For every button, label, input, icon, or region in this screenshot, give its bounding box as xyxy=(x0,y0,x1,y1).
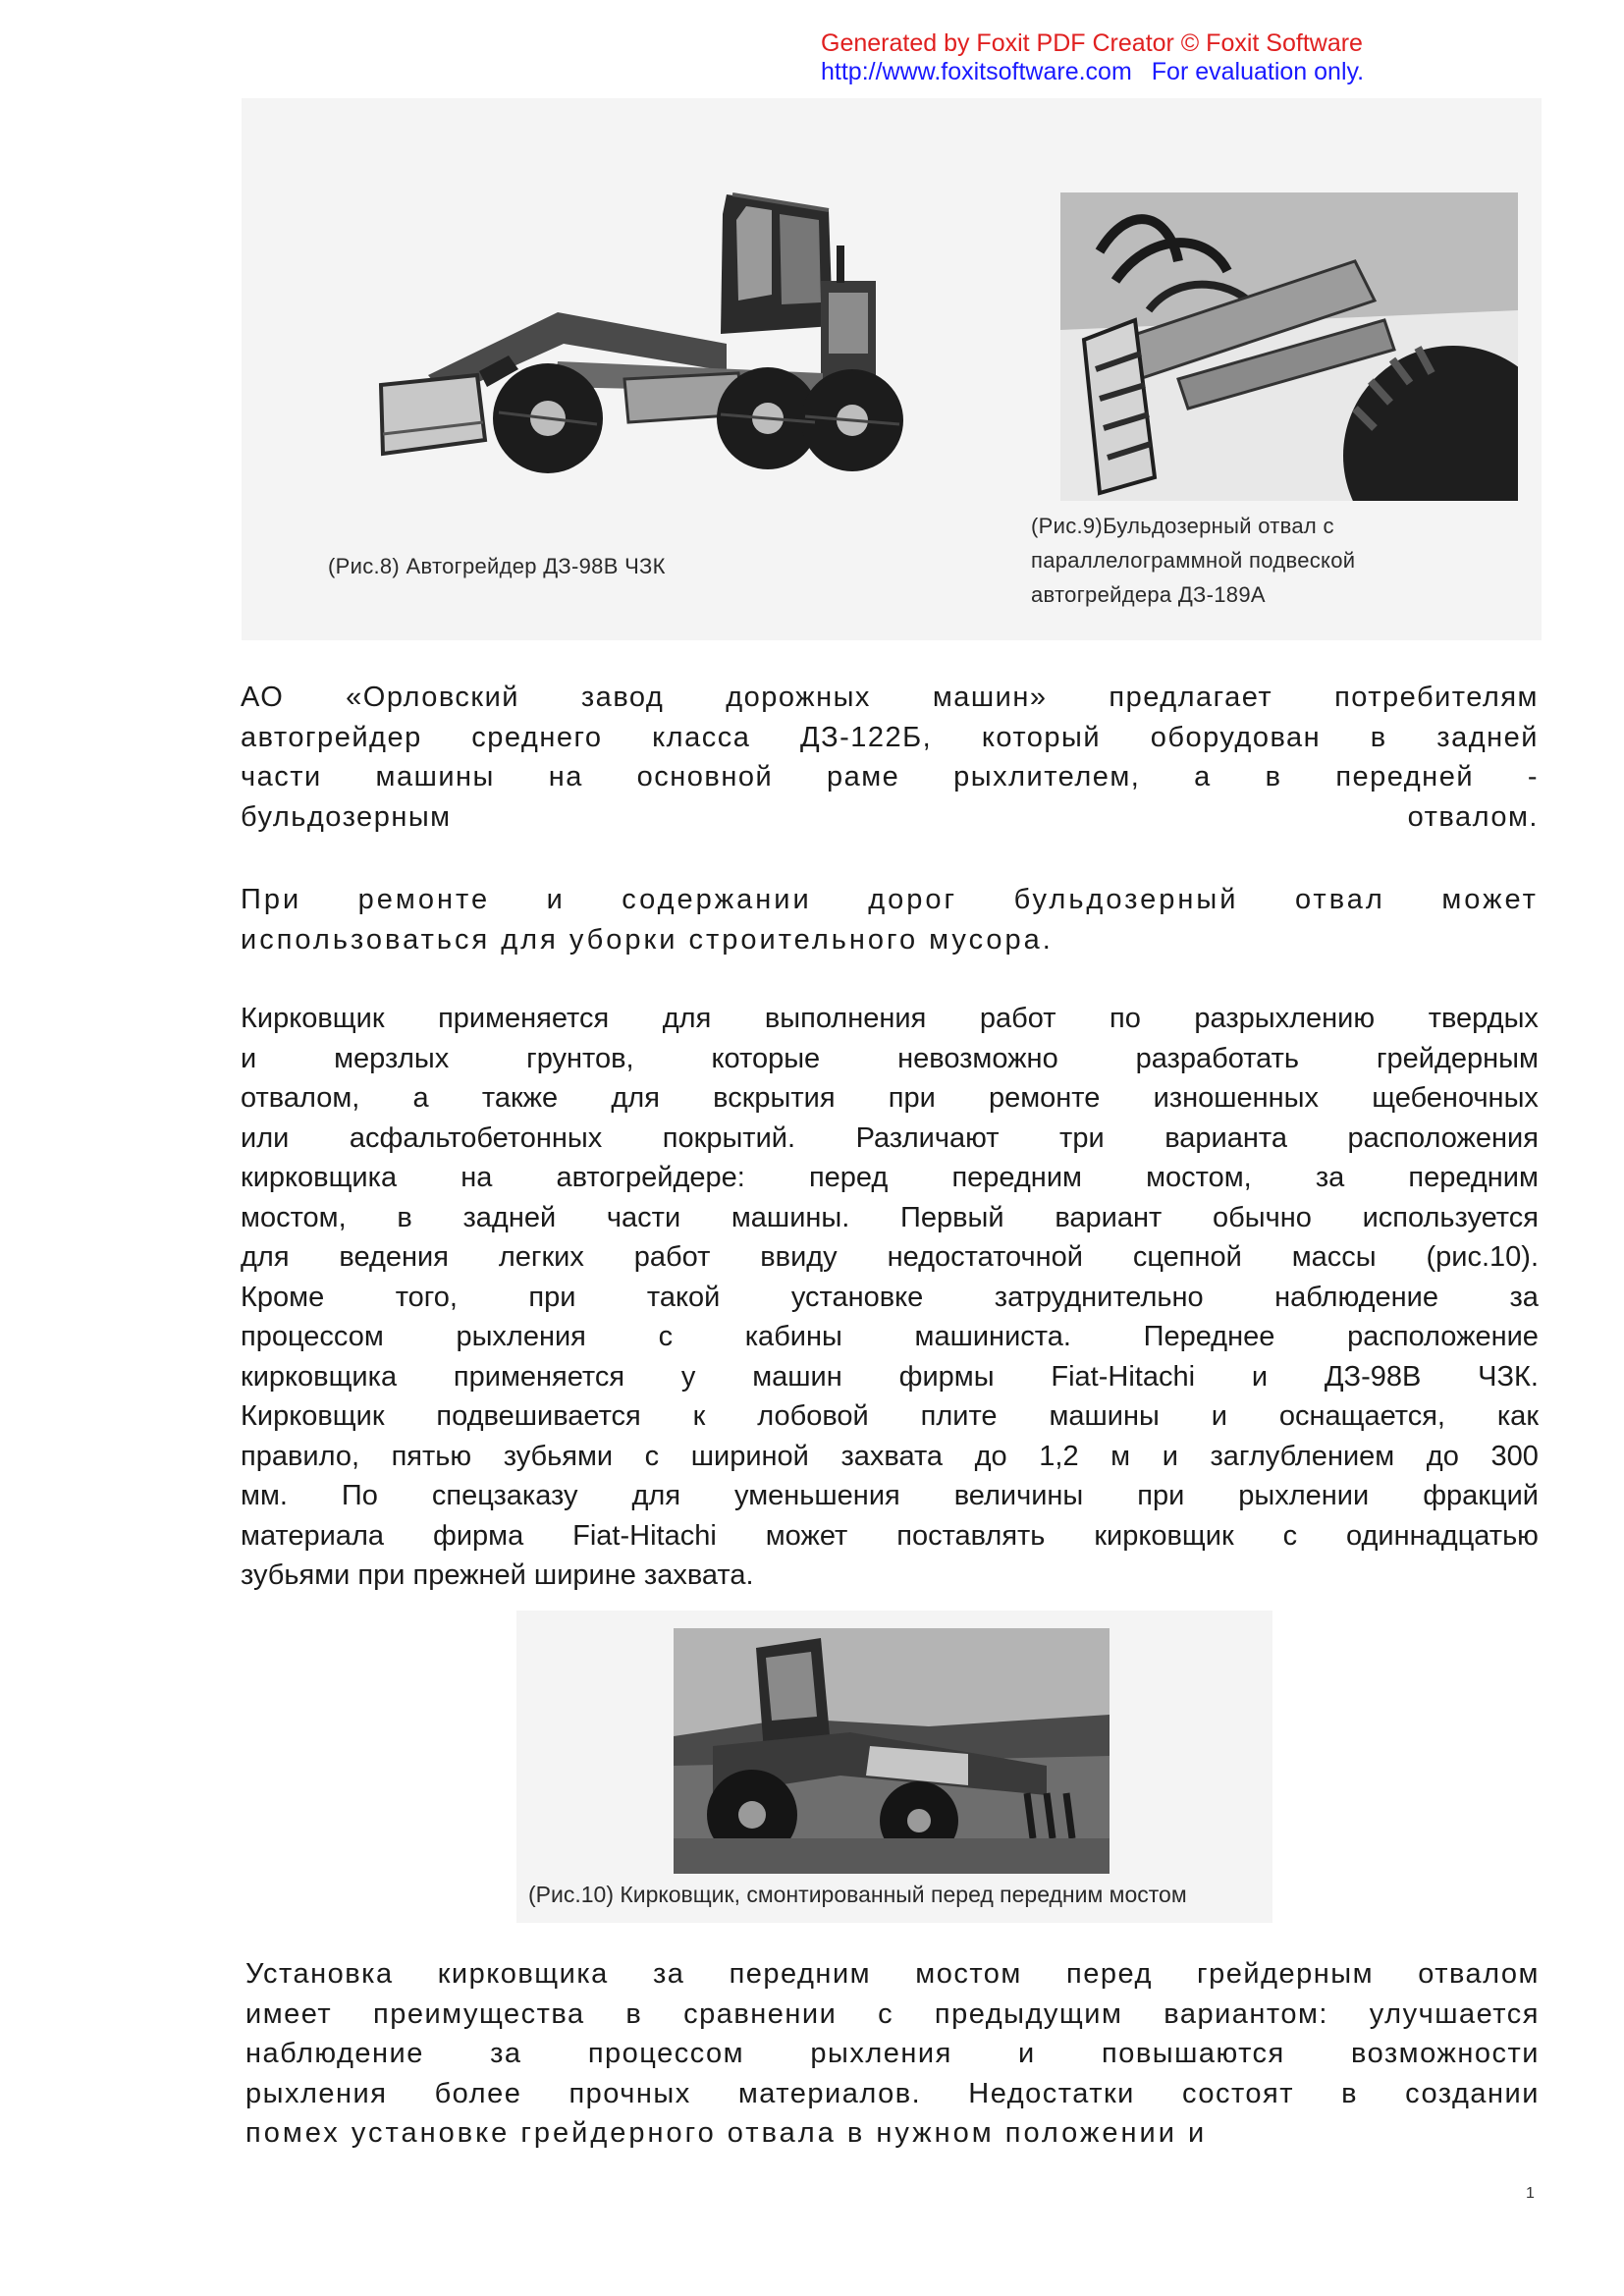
text-line: использоваться для уборки строительного мусора. xyxy=(241,923,1054,956)
word: для xyxy=(611,1082,660,1114)
text-line xyxy=(241,1476,1539,1516)
word: грейдерным xyxy=(1376,1042,1539,1074)
word: на xyxy=(548,761,583,793)
word: «Орловский xyxy=(346,682,520,713)
word: захвата xyxy=(840,1440,944,1472)
word: По xyxy=(341,1480,378,1511)
text-line xyxy=(241,678,1539,718)
word: невозможно xyxy=(897,1042,1058,1074)
word: бульдозерным xyxy=(241,800,452,833)
word: класса xyxy=(652,721,751,753)
word: Кирковщик xyxy=(241,1003,385,1034)
word: обычно xyxy=(1213,1201,1312,1233)
word: вариантом: xyxy=(1164,1997,1328,2030)
word: прочных xyxy=(568,2077,691,2109)
word: и xyxy=(1211,1400,1227,1432)
word: и xyxy=(1162,1440,1178,1472)
word: - xyxy=(1527,761,1539,793)
text-line xyxy=(245,2074,1540,2114)
word: в xyxy=(1341,2077,1359,2109)
word: (рис.10). xyxy=(1426,1241,1539,1273)
word: дорог xyxy=(868,884,958,915)
word: материала xyxy=(241,1519,385,1552)
figure-block-ripper xyxy=(516,1611,1272,1923)
word: массы xyxy=(1291,1241,1377,1273)
figure-9-caption-line: автогрейдера ДЗ-189А xyxy=(1031,582,1266,607)
word: пятью xyxy=(391,1440,472,1472)
word: применяется xyxy=(438,1003,610,1034)
word: может xyxy=(1441,884,1539,915)
word: Недостатки xyxy=(968,2077,1135,2109)
watermark-line2 xyxy=(821,58,1364,86)
word: автогрейдере: xyxy=(556,1162,745,1193)
word: машины. xyxy=(731,1201,850,1233)
text-line xyxy=(241,1396,1539,1437)
word: кабины xyxy=(744,1321,842,1352)
word: также xyxy=(481,1082,559,1114)
word: передней xyxy=(1335,761,1475,793)
word: машин» xyxy=(932,682,1048,713)
text-line xyxy=(241,1039,1539,1079)
word: лобовой xyxy=(757,1400,869,1432)
word: а xyxy=(1194,761,1212,793)
word: Установка xyxy=(245,1958,394,1990)
word: Переднее xyxy=(1143,1321,1275,1352)
figure-8-caption: (Рис.8) Автогрейдер ДЗ-98В ЧЗК xyxy=(328,554,666,578)
word: который xyxy=(981,721,1102,753)
word: среднего xyxy=(471,721,603,753)
text-line xyxy=(241,1158,1539,1198)
word: мерзлых xyxy=(334,1042,450,1074)
text-line: зубьями при прежней ширине захвата. xyxy=(241,1559,754,1591)
word: по xyxy=(1110,1003,1141,1034)
word: используется xyxy=(1362,1201,1539,1233)
word: работ xyxy=(633,1241,711,1273)
word: ремонте xyxy=(357,884,491,915)
word: ЧЗК. xyxy=(1478,1360,1539,1393)
word: до xyxy=(1426,1440,1459,1472)
word: в xyxy=(1265,761,1282,793)
word: за xyxy=(1509,1281,1539,1313)
figure-9-caption-line: параллелограммной подвеской xyxy=(1031,548,1356,573)
word: отвал xyxy=(1294,884,1385,915)
word: рыхлении xyxy=(1238,1480,1370,1511)
word: м xyxy=(1110,1440,1131,1472)
word: состоят xyxy=(1182,2077,1295,2109)
text-line xyxy=(241,1317,1539,1357)
word: варианта xyxy=(1164,1121,1287,1154)
word: поставлять xyxy=(896,1519,1046,1552)
word: Fiat-Hitachi xyxy=(572,1519,717,1552)
ripper-photo xyxy=(674,1628,1110,1874)
text-line xyxy=(245,1954,1540,1995)
word: правило, xyxy=(241,1440,359,1472)
word: установке xyxy=(790,1281,924,1313)
watermark-note: For evaluation only. xyxy=(1151,58,1365,85)
word: рыхления xyxy=(810,2038,952,2069)
word: мм. xyxy=(241,1480,288,1511)
text-line xyxy=(241,1516,1539,1557)
word: фирмы xyxy=(898,1360,995,1393)
word: для xyxy=(241,1241,290,1273)
word: у xyxy=(680,1360,696,1393)
word: одиннадцатью xyxy=(1346,1519,1539,1552)
text-line xyxy=(241,1078,1539,1119)
word: для xyxy=(662,1003,712,1034)
word: отвалом, xyxy=(241,1082,360,1114)
text-line xyxy=(241,1278,1539,1318)
word: при xyxy=(528,1281,576,1313)
word: выполнения xyxy=(764,1003,927,1034)
word: имеет xyxy=(245,1997,333,2030)
word: Первый xyxy=(900,1201,1004,1233)
word: машины xyxy=(375,761,495,793)
word: рыхлителем, xyxy=(953,761,1141,793)
text-line xyxy=(241,1119,1539,1159)
word: изношенных xyxy=(1153,1082,1319,1114)
text-line xyxy=(241,1198,1539,1238)
word: разработать xyxy=(1135,1042,1300,1074)
word: потребителям xyxy=(1334,682,1539,713)
word: как xyxy=(1496,1400,1539,1432)
word: вариант xyxy=(1055,1201,1163,1233)
word: раме xyxy=(826,761,900,793)
word: отвалом. xyxy=(1407,800,1539,833)
word: передним xyxy=(1408,1162,1539,1193)
word: предыдущим xyxy=(934,1997,1123,2030)
word: кирковщика xyxy=(437,1958,609,1990)
word: сравнении xyxy=(683,1997,838,2030)
word: при xyxy=(1137,1480,1185,1511)
word: шириной xyxy=(690,1440,809,1472)
word: повышаются xyxy=(1102,2038,1285,2069)
word: плите xyxy=(920,1400,998,1432)
word: может xyxy=(765,1519,848,1552)
word: такой xyxy=(646,1281,721,1313)
word: и xyxy=(241,1042,257,1074)
word: создании xyxy=(1405,2077,1540,2109)
word: уменьшения xyxy=(734,1480,900,1511)
word: щебеночных xyxy=(1372,1082,1539,1114)
word: материалов. xyxy=(737,2077,922,2109)
word: покрытий. xyxy=(662,1121,796,1154)
word: части xyxy=(241,761,322,793)
figure-block-top xyxy=(242,98,1542,640)
text-line xyxy=(241,718,1539,758)
word: до xyxy=(974,1440,1007,1472)
word: вскрытия xyxy=(713,1082,836,1114)
word: и xyxy=(546,884,566,915)
text-line: помех установке грейдерного отвала в нужном положении и xyxy=(245,2117,1208,2149)
word: Кирковщик xyxy=(241,1400,385,1432)
figure-10-caption: (Рис.10) Кирковщик, смонтированный перед передним мостом xyxy=(528,1882,1187,1907)
word: и xyxy=(1251,1360,1269,1393)
word: кирковщик xyxy=(1094,1519,1234,1552)
word: машин xyxy=(752,1360,842,1393)
word: с xyxy=(658,1321,674,1352)
text-line xyxy=(241,797,1539,838)
word: заглублением xyxy=(1210,1440,1395,1472)
word: с xyxy=(1282,1519,1298,1552)
text-line xyxy=(241,1357,1539,1397)
word: в xyxy=(1370,721,1387,753)
word: автогрейдер xyxy=(241,721,422,753)
word: подвешивается xyxy=(436,1400,641,1432)
text-line xyxy=(245,2034,1540,2074)
word: возможности xyxy=(1351,2038,1540,2069)
text-line xyxy=(241,880,1539,920)
word: наблюдение xyxy=(1274,1281,1438,1313)
word: фракций xyxy=(1423,1480,1539,1511)
text-line xyxy=(241,1237,1539,1278)
word: асфальтобетонных xyxy=(349,1121,603,1154)
word: оборудован xyxy=(1150,721,1322,753)
word: дорожных xyxy=(726,682,871,713)
word: в xyxy=(625,1997,643,2030)
word: к xyxy=(692,1400,706,1432)
word: недостаточной xyxy=(887,1241,1083,1273)
word: того, xyxy=(395,1281,458,1313)
word: на xyxy=(460,1162,493,1193)
figure-9-caption xyxy=(1031,509,1355,612)
page-number: 1 xyxy=(1526,2185,1535,2202)
word: величины xyxy=(953,1480,1084,1511)
word: ДЗ-122Б, xyxy=(799,721,933,753)
word: При xyxy=(241,884,302,915)
word: передним xyxy=(729,1958,872,1990)
text-line xyxy=(241,757,1539,797)
word: перед xyxy=(1066,1958,1153,1990)
word: предлагает xyxy=(1109,682,1273,713)
word: твердых xyxy=(1428,1003,1539,1034)
word: оснащается, xyxy=(1278,1400,1445,1432)
word: процессом xyxy=(587,2038,745,2069)
paragraph-2 xyxy=(241,880,1539,959)
word: более xyxy=(434,2077,522,2109)
word: грейдерным xyxy=(1197,1958,1375,1990)
word: 300 xyxy=(1490,1440,1539,1472)
word: части xyxy=(606,1201,681,1233)
word: ведения xyxy=(339,1241,449,1273)
word: легких xyxy=(498,1241,584,1273)
word: затруднительно xyxy=(994,1281,1204,1313)
word: сцепной xyxy=(1132,1241,1242,1273)
word: разрыхлению xyxy=(1194,1003,1376,1034)
word: ДЗ-98В xyxy=(1324,1360,1422,1393)
text-line xyxy=(245,1995,1540,2035)
word: наблюдение xyxy=(245,2038,424,2069)
word: преимущества xyxy=(373,1997,585,2030)
word: АО xyxy=(241,682,285,713)
paragraph-3 xyxy=(241,999,1539,1596)
word: мостом, xyxy=(1146,1162,1252,1193)
word: Различают xyxy=(855,1121,1000,1154)
word: основной xyxy=(636,761,774,793)
word: а xyxy=(412,1082,429,1114)
word: ремонте xyxy=(988,1082,1101,1114)
word: улучшается xyxy=(1369,1997,1540,2030)
word: ввиду xyxy=(760,1241,838,1273)
word: мостом, xyxy=(241,1201,347,1233)
word: расположение xyxy=(1347,1321,1539,1352)
word: применяется xyxy=(453,1360,625,1393)
dozer-blade-photo xyxy=(1060,192,1518,501)
word: отвалом xyxy=(1418,1958,1540,1990)
foxit-watermark xyxy=(821,29,1364,86)
word: для xyxy=(631,1480,681,1511)
text-line xyxy=(241,999,1539,1039)
word: зубьями xyxy=(503,1440,614,1472)
word: содержании xyxy=(622,884,812,915)
text-line xyxy=(241,1437,1539,1477)
word: расположения xyxy=(1347,1121,1539,1154)
word: за xyxy=(1315,1162,1345,1193)
grader-photo xyxy=(361,187,937,517)
word: с xyxy=(878,1997,894,2030)
watermark-title: Generated by Foxit PDF Creator © Foxit Software xyxy=(821,29,1363,57)
word: с xyxy=(644,1440,660,1472)
word: три xyxy=(1059,1121,1105,1154)
word: мостом xyxy=(915,1958,1022,1990)
word: завод xyxy=(580,682,665,713)
word: задней xyxy=(462,1201,557,1233)
word: перед xyxy=(808,1162,889,1193)
figure-9-caption-line: (Рис.9)Бульдозерный отвал с xyxy=(1031,514,1334,538)
word: процессом xyxy=(241,1321,384,1352)
word: грунтов, xyxy=(526,1042,634,1074)
word: рыхления xyxy=(456,1321,586,1352)
word: за xyxy=(652,1958,685,1990)
word: кирковщика xyxy=(241,1360,398,1393)
word: фирма xyxy=(432,1519,524,1552)
paragraph-1 xyxy=(241,678,1539,837)
word: и xyxy=(1018,2038,1036,2069)
paragraph-4 xyxy=(245,1954,1540,2154)
word: передним xyxy=(951,1162,1082,1193)
word: при xyxy=(888,1082,936,1114)
word: бульдозерный xyxy=(1013,884,1239,915)
word: Кроме xyxy=(241,1281,325,1313)
word: работ xyxy=(979,1003,1056,1034)
word: или xyxy=(241,1121,290,1154)
word: задней xyxy=(1436,721,1539,753)
word: машины xyxy=(1049,1400,1160,1432)
word: машиниста. xyxy=(914,1321,1071,1352)
word: в xyxy=(397,1201,412,1233)
watermark-url[interactable]: http://www.foxitsoftware.com xyxy=(821,58,1132,85)
word: за xyxy=(490,2038,522,2069)
word: 1,2 xyxy=(1039,1440,1079,1472)
word: которые xyxy=(711,1042,821,1074)
word: кирковщика xyxy=(241,1162,398,1193)
word: рыхления xyxy=(245,2077,388,2109)
word: спецзаказу xyxy=(431,1480,578,1511)
word: Fiat-Hitachi xyxy=(1051,1360,1196,1393)
